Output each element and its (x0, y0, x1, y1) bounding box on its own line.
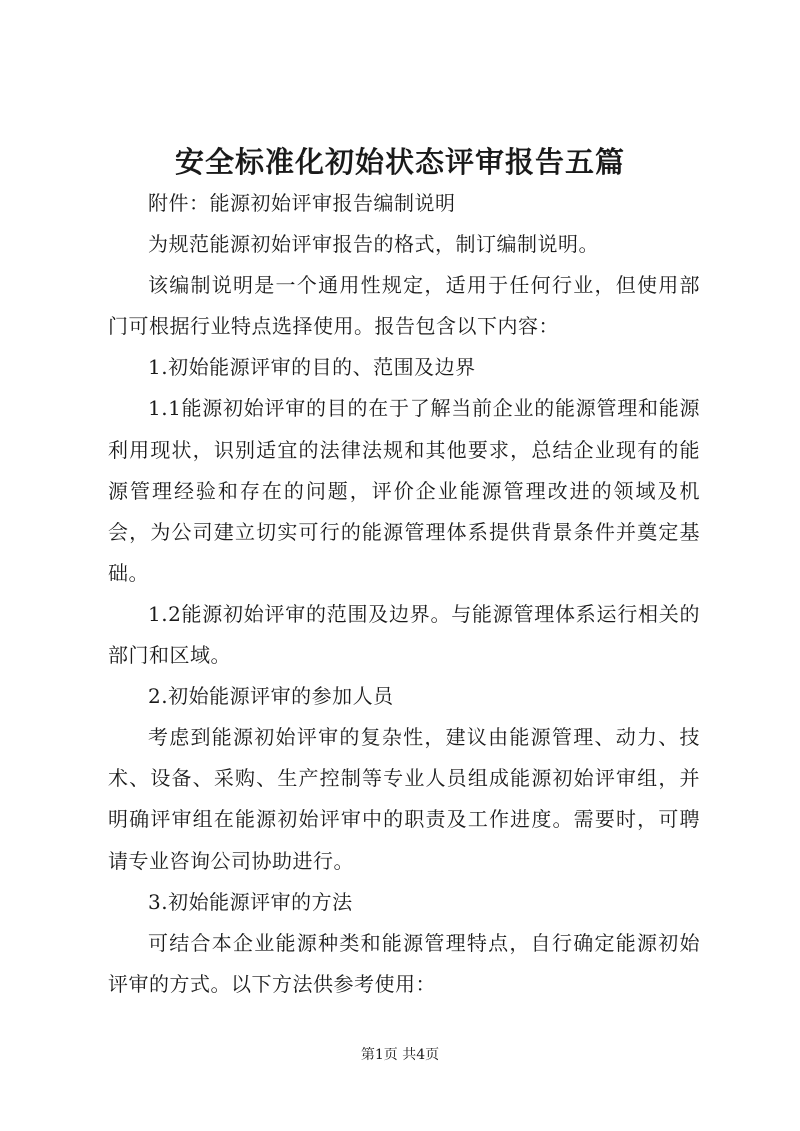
paragraph-2-participants: 考虑到能源初始评审的复杂性，建议由能源管理、动力、技术、设备、采购、生产控制等专业人员组成能源初始评审组，并明确评审组在能源初始评审中的职责及工作进度。需要时，可聘请专业咨询公司协助进行。 (108, 725, 700, 873)
page-footer: 第1页 共4页 (360, 1047, 440, 1063)
paragraph-attachment-heading: 附件：能源初始评审报告编制说明 (148, 191, 456, 215)
section-heading-1: 1.初始能源评审的目的、范围及边界 (148, 355, 476, 380)
section-heading-2: 2.初始能源评审的参加人员 (148, 684, 394, 709)
paragraph-scope-note: 该编制说明是一个通用性规定，适用于任何行业，但使用部门可根据行业特点选择使用。报告包含以下内容： (108, 273, 700, 339)
section-heading-3: 3.初始能源评审的方法 (148, 889, 353, 914)
paragraph-1-1: 1.1能源初始评审的目的在于了解当前企业的能源管理和能源利用现状，识别适宜的法律法规和其他要求，总结企业现有的能源管理经验和存在的问题，评价企业能源管理改进的领域及机会，为公司建立切实可行的能源管理体系提供背景条件并奠定基础。 (108, 396, 700, 585)
paragraph-3-methods: 可结合本企业能源种类和能源管理特点，自行确定能源初始评审的方式。以下方法供参考使用： (108, 930, 700, 996)
document-title: 安全标准化初始状态评审报告五篇 (174, 145, 625, 179)
paragraph-purpose: 为规范能源初始评审报告的格式，制订编制说明。 (148, 232, 599, 257)
document-body (108, 183, 700, 1005)
paragraph-1-2: 1.2能源初始评审的范围及边界。与能源管理体系运行相关的部门和区域。 (108, 601, 700, 668)
